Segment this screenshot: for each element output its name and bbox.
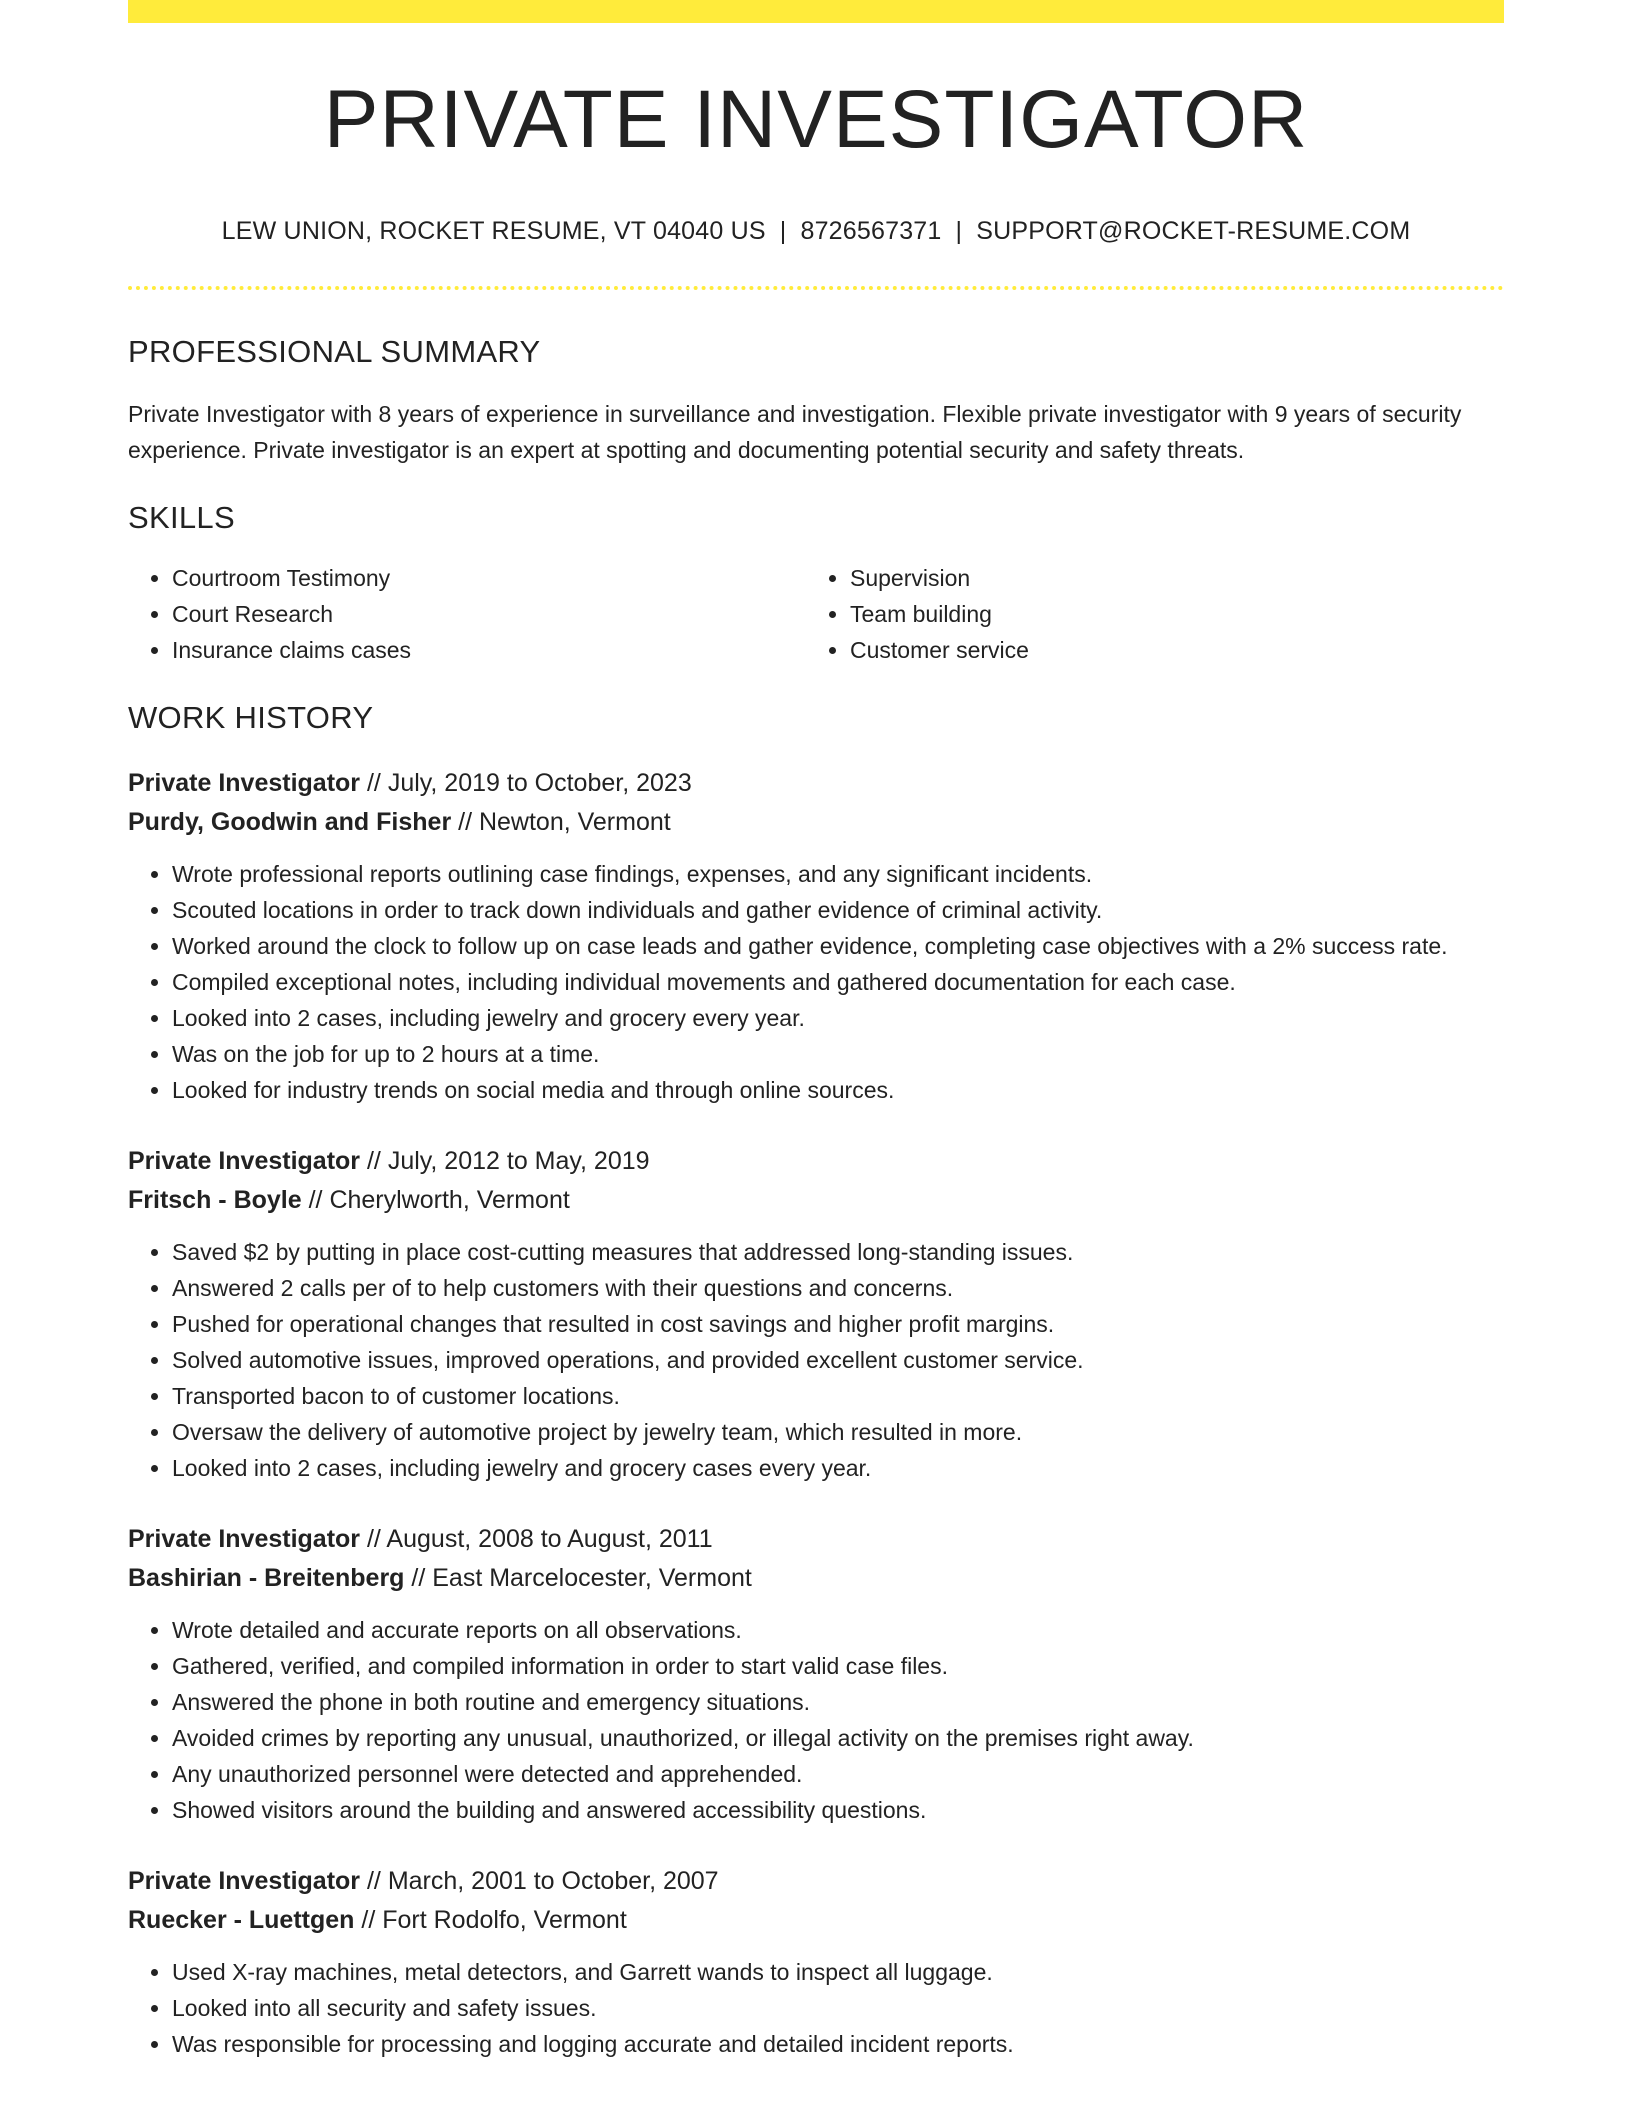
- job-bullet: • Compiled exceptional notes, including individual movements and gathered documentation for each case.: [172, 964, 1504, 1000]
- summary-heading: PROFESSIONAL SUMMARY: [128, 334, 541, 369]
- job-dates: // July, 2012 to May, 2019: [360, 1147, 650, 1175]
- job-role-line: [128, 1862, 1504, 1901]
- job-bullets: [128, 1234, 1504, 1486]
- job-bullet: • Wrote detailed and accurate reports on all observations.: [172, 1612, 1504, 1648]
- job-bullet: • Worked around the clock to follow up on case leads and gather evidence, completing case objectives with a 2% success rate.: [172, 928, 1504, 964]
- job-bullet: • Showed visitors around the building and answered accessibility questions.: [172, 1792, 1504, 1828]
- job-bullet: • Wrote professional reports outlining case findings, expenses, and any significant incidents.: [172, 856, 1504, 892]
- contact-email[interactable]: SUPPORT@ROCKET-RESUME.COM: [976, 217, 1411, 245]
- job-company-line: [128, 1181, 1504, 1220]
- contact-phone[interactable]: 8726567371: [800, 217, 942, 245]
- job-bullets: [128, 856, 1504, 1108]
- job-role-line: [128, 1142, 1504, 1181]
- skill-item: • Court Research: [172, 596, 806, 632]
- skills-list: [128, 560, 1504, 668]
- job-company-line: [128, 1901, 1504, 1940]
- job-bullets: [128, 1612, 1504, 1828]
- job-bullet: • Gathered, verified, and compiled information in order to start valid case files.: [172, 1648, 1504, 1684]
- work-history-heading: WORK HISTORY: [128, 700, 374, 735]
- job-company-line: [128, 1559, 1504, 1598]
- job-company-line: [128, 803, 1504, 842]
- contact-separator: |: [955, 217, 963, 245]
- job-company: Ruecker - Luettgen: [128, 1906, 355, 1934]
- job-entry: [128, 764, 1504, 1108]
- job-bullet: • Pushed for operational changes that resulted in cost savings and higher profit margins.: [172, 1306, 1504, 1342]
- job-dates: // July, 2019 to October, 2023: [360, 769, 692, 797]
- job-location: // East Marcelocester, Vermont: [404, 1564, 752, 1592]
- skills-column-left: [128, 560, 806, 668]
- job-entry: [128, 1142, 1504, 1486]
- skills-heading: SKILLS: [128, 500, 235, 535]
- job-company: Bashirian - Breitenberg: [128, 1564, 405, 1592]
- skill-item: • Insurance claims cases: [172, 632, 806, 668]
- job-bullet: • Looked into all security and safety issues.: [172, 1990, 1504, 2026]
- job-bullet: • Oversaw the delivery of automotive project by jewelry team, which resulted in more.: [172, 1414, 1504, 1450]
- contact-address: LEW UNION, ROCKET RESUME, VT 04040 US: [221, 217, 766, 245]
- job-bullet: • Scouted locations in order to track down individuals and gather evidence of criminal activity.: [172, 892, 1504, 928]
- resume-page: [128, 0, 1504, 2062]
- resume-title: PRIVATE INVESTIGATOR: [323, 74, 1309, 165]
- job-bullet: • Looked into 2 cases, including jewelry and grocery cases every year.: [172, 1450, 1504, 1486]
- job-bullet: • Looked into 2 cases, including jewelry and grocery every year.: [172, 1000, 1504, 1036]
- job-role: Private Investigator: [128, 1867, 361, 1895]
- skills-column-right: [806, 560, 1484, 668]
- job-role: Private Investigator: [128, 769, 361, 797]
- job-bullet: • Answered the phone in both routine and emergency situations.: [172, 1684, 1504, 1720]
- dotted-divider: [128, 286, 1504, 290]
- job-bullet: • Answered 2 calls per of to help customers with their questions and concerns.: [172, 1270, 1504, 1306]
- job-entry: [128, 1520, 1504, 1828]
- job-bullet: • Was on the job for up to 2 hours at a time.: [172, 1036, 1504, 1072]
- job-role-line: [128, 764, 1504, 803]
- job-bullet: • Was responsible for processing and logging accurate and detailed incident reports.: [172, 2026, 1504, 2062]
- job-location: // Cherylworth, Vermont: [301, 1186, 570, 1214]
- skill-item: • Supervision: [850, 560, 1484, 596]
- job-role: Private Investigator: [128, 1147, 361, 1175]
- job-location: // Fort Rodolfo, Vermont: [354, 1906, 627, 1934]
- job-role: Private Investigator: [128, 1525, 361, 1553]
- contact-separator: |: [779, 217, 787, 245]
- skill-item: • Courtroom Testimony: [172, 560, 806, 596]
- job-company: Fritsch - Boyle: [128, 1186, 302, 1214]
- job-bullet: • Used X-ray machines, metal detectors, and Garrett wands to inspect all luggage.: [172, 1954, 1504, 1990]
- job-dates: // August, 2008 to August, 2011: [360, 1525, 713, 1553]
- job-dates: // March, 2001 to October, 2007: [360, 1867, 719, 1895]
- job-bullet: • Transported bacon to of customer locations.: [172, 1378, 1504, 1414]
- summary-text: Private Investigator with 8 years of experience in surveillance and investigation. Flexible private investigator with 9 years of security experience. Private investigator is an expert at spotting and documenting potential security and safety threats.: [128, 401, 1462, 463]
- accent-top-bar: [128, 0, 1504, 23]
- job-bullet: • Any unauthorized personnel were detected and apprehended.: [172, 1756, 1504, 1792]
- job-bullet: • Saved $2 by putting in place cost-cutting measures that addressed long-standing issues.: [172, 1234, 1504, 1270]
- job-bullet: • Avoided crimes by reporting any unusual, unauthorized, or illegal activity on the premises right away.: [172, 1720, 1504, 1756]
- skill-item: • Customer service: [850, 632, 1484, 668]
- skill-item: • Team building: [850, 596, 1484, 632]
- job-entry: [128, 1862, 1504, 2062]
- contact-line: [128, 217, 1504, 246]
- job-location: // Newton, Vermont: [451, 808, 671, 836]
- job-company: Purdy, Goodwin and Fisher: [128, 808, 452, 836]
- job-bullet: • Solved automotive issues, improved operations, and provided excellent customer service.: [172, 1342, 1504, 1378]
- job-role-line: [128, 1520, 1504, 1559]
- job-bullet: • Looked for industry trends on social media and through online sources.: [172, 1072, 1504, 1108]
- job-bullets: [128, 1954, 1504, 2062]
